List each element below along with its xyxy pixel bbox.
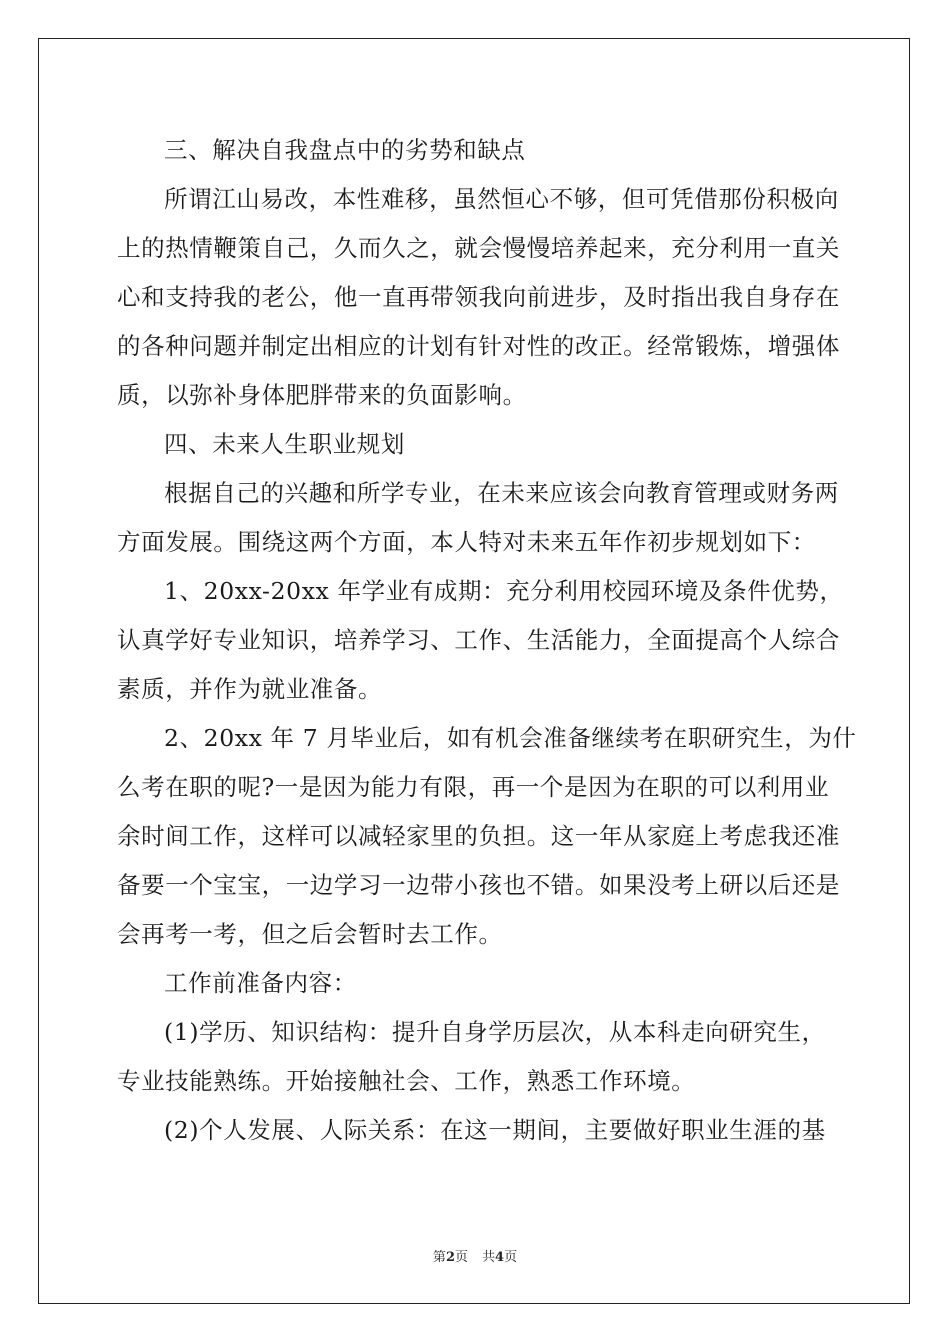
list-item-line: (2)个人发展、人际关系：在这一期间，主要做好职业生涯的基	[164, 1116, 826, 1144]
page-total: 4	[495, 1250, 505, 1265]
paragraph-line: 专业技能熟练。开始接触社会、工作，熟悉工作环境。	[117, 1067, 696, 1095]
paragraph-line: 所谓江山易改，本性难移，虽然恒心不够，但可凭借那份积极向	[164, 185, 839, 213]
page-unit: 页	[454, 1250, 468, 1265]
section-heading: 三、解决自我盘点中的劣势和缺点	[164, 136, 526, 164]
document-body	[117, 126, 857, 1155]
section-heading: 四、未来人生职业规划	[164, 430, 405, 458]
paragraph-line: 方面发展。围绕这两个方面，本人特对未来五年作初步规划如下：	[117, 528, 816, 556]
paragraph-line: 工作前准备内容：	[164, 969, 357, 997]
paragraph-line: 么考在职的呢?一是因为能力有限，再一个是因为在职的可以利用业	[117, 773, 830, 801]
page-current: 2	[445, 1250, 455, 1265]
paragraph-line: 的各种问题并制定出相应的计划有针对性的改正。经常锻炼，增强体	[117, 332, 840, 360]
page-footer	[0, 1246, 950, 1265]
page-prefix: 第	[432, 1250, 446, 1265]
paragraph-line: 余时间工作，这样可以减轻家里的负担。这一年从家庭上考虑我还准	[117, 822, 840, 850]
total-unit: 页	[504, 1250, 518, 1265]
paragraph-line: 上的热情鞭策自己，久而久之，就会慢慢培养起来，充分利用一直关	[117, 234, 840, 262]
paragraph-line: 根据自己的兴趣和所学专业，在未来应该会向教育管理或财务两	[164, 479, 839, 507]
paragraph-line: 质，以弥补身体肥胖带来的负面影响。	[117, 381, 527, 409]
list-item-line: 1、20xx-20xx 年学业有成期：充分利用校园环境及条件优势，	[164, 577, 844, 605]
total-prefix: 共	[482, 1250, 496, 1265]
list-item-line: (1)学历、知识结构：提升自身学历层次，从本科走向研究生，	[164, 1018, 826, 1046]
paragraph-line: 素质，并作为就业准备。	[117, 675, 383, 703]
paragraph-line: 心和支持我的老公，他一直再带领我向前进步，及时指出我自身存在	[117, 283, 840, 311]
paragraph-line: 备要一个宝宝，一边学习一边带小孩也不错。如果没考上研以后还是	[117, 871, 840, 899]
paragraph-line: 认真学好专业知识，培养学习、工作、生活能力，全面提高个人综合	[117, 626, 840, 654]
list-item-line: 2、20xx 年 7 月毕业后，如有机会准备继续考在职研究生，为什	[164, 724, 857, 752]
paragraph-line: 会再考一考，但之后会暂时去工作。	[117, 920, 503, 948]
